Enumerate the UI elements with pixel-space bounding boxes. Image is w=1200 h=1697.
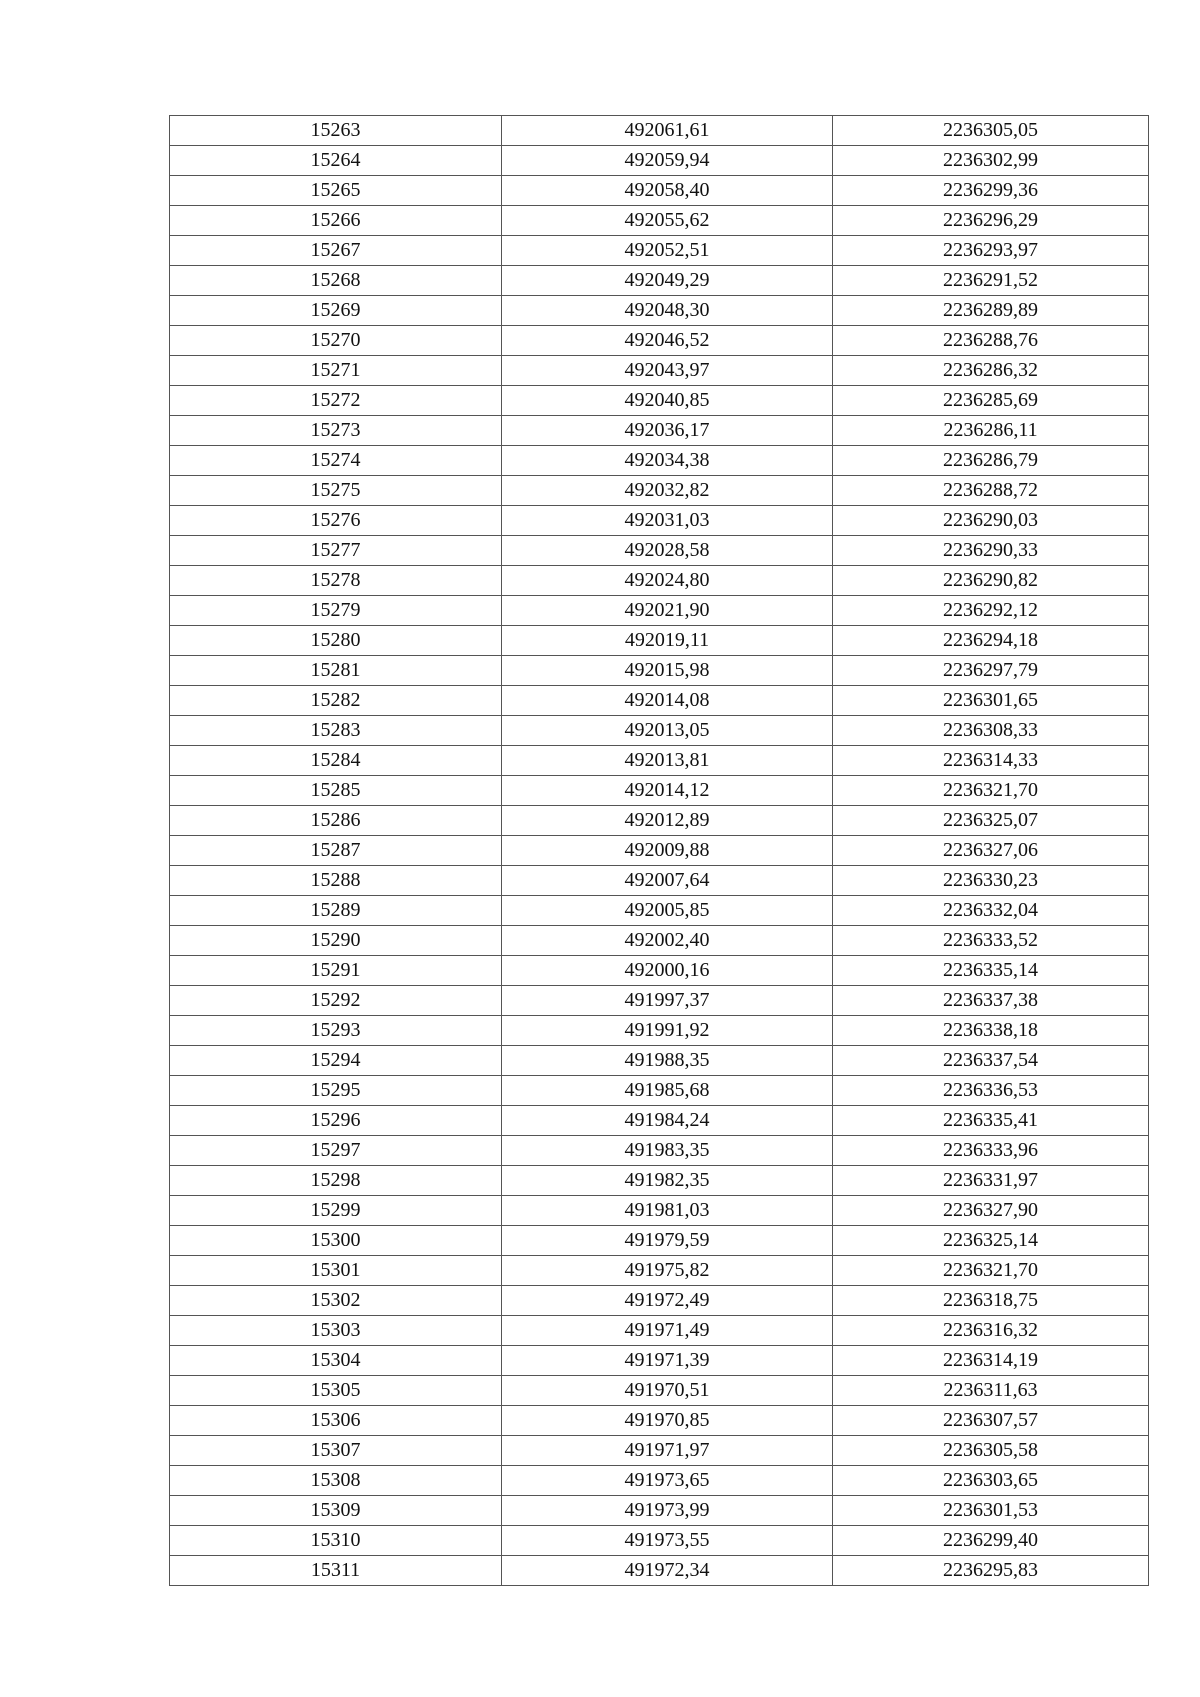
y-coordinate-cell: 2236318,75 xyxy=(833,1286,1149,1316)
point-number-cell: 15290 xyxy=(170,926,502,956)
x-coordinate-cell: 492013,05 xyxy=(502,716,833,746)
x-coordinate-cell: 492015,98 xyxy=(502,656,833,686)
x-coordinate-cell: 492049,29 xyxy=(502,266,833,296)
point-number-cell: 15295 xyxy=(170,1076,502,1106)
point-number-cell: 15291 xyxy=(170,956,502,986)
y-coordinate-cell: 2236286,32 xyxy=(833,356,1149,386)
y-coordinate-cell: 2236305,05 xyxy=(833,116,1149,146)
table-row xyxy=(170,896,1149,926)
y-coordinate-cell: 2236290,33 xyxy=(833,536,1149,566)
y-coordinate-cell: 2236330,23 xyxy=(833,866,1149,896)
y-coordinate-cell: 2236289,89 xyxy=(833,296,1149,326)
table-row xyxy=(170,1076,1149,1106)
x-coordinate-cell: 491970,51 xyxy=(502,1376,833,1406)
x-coordinate-cell: 491997,37 xyxy=(502,986,833,1016)
x-coordinate-cell: 492019,11 xyxy=(502,626,833,656)
x-coordinate-cell: 492061,61 xyxy=(502,116,833,146)
x-coordinate-cell: 492013,81 xyxy=(502,746,833,776)
y-coordinate-cell: 2236314,19 xyxy=(833,1346,1149,1376)
table-row xyxy=(170,1466,1149,1496)
y-coordinate-cell: 2236336,53 xyxy=(833,1076,1149,1106)
point-number-cell: 15267 xyxy=(170,236,502,266)
y-coordinate-cell: 2236292,12 xyxy=(833,596,1149,626)
table-row xyxy=(170,146,1149,176)
x-coordinate-cell: 491973,99 xyxy=(502,1496,833,1526)
point-number-cell: 15283 xyxy=(170,716,502,746)
y-coordinate-cell: 2236335,14 xyxy=(833,956,1149,986)
x-coordinate-cell: 491981,03 xyxy=(502,1196,833,1226)
point-number-cell: 15299 xyxy=(170,1196,502,1226)
coordinates-table xyxy=(169,115,1149,1586)
point-number-cell: 15284 xyxy=(170,746,502,776)
point-number-cell: 15302 xyxy=(170,1286,502,1316)
y-coordinate-cell: 2236325,14 xyxy=(833,1226,1149,1256)
point-number-cell: 15298 xyxy=(170,1166,502,1196)
y-coordinate-cell: 2236303,65 xyxy=(833,1466,1149,1496)
y-coordinate-cell: 2236305,58 xyxy=(833,1436,1149,1466)
point-number-cell: 15278 xyxy=(170,566,502,596)
x-coordinate-cell: 491970,85 xyxy=(502,1406,833,1436)
x-coordinate-cell: 491972,34 xyxy=(502,1556,833,1586)
table-row xyxy=(170,236,1149,266)
y-coordinate-cell: 2236337,54 xyxy=(833,1046,1149,1076)
x-coordinate-cell: 492052,51 xyxy=(502,236,833,266)
point-number-cell: 15292 xyxy=(170,986,502,1016)
point-number-cell: 15272 xyxy=(170,386,502,416)
table-row xyxy=(170,416,1149,446)
point-number-cell: 15305 xyxy=(170,1376,502,1406)
table-row xyxy=(170,176,1149,206)
x-coordinate-cell: 491988,35 xyxy=(502,1046,833,1076)
table-row xyxy=(170,506,1149,536)
y-coordinate-cell: 2236327,90 xyxy=(833,1196,1149,1226)
x-coordinate-cell: 492028,58 xyxy=(502,536,833,566)
table-row xyxy=(170,1376,1149,1406)
table-row xyxy=(170,1016,1149,1046)
point-number-cell: 15289 xyxy=(170,896,502,926)
point-number-cell: 15304 xyxy=(170,1346,502,1376)
table-row xyxy=(170,1226,1149,1256)
point-number-cell: 15306 xyxy=(170,1406,502,1436)
x-coordinate-cell: 492046,52 xyxy=(502,326,833,356)
table-row xyxy=(170,656,1149,686)
table-row xyxy=(170,986,1149,1016)
x-coordinate-cell: 492021,90 xyxy=(502,596,833,626)
point-number-cell: 15279 xyxy=(170,596,502,626)
point-number-cell: 15264 xyxy=(170,146,502,176)
table-row xyxy=(170,1526,1149,1556)
point-number-cell: 15297 xyxy=(170,1136,502,1166)
table-row xyxy=(170,266,1149,296)
point-number-cell: 15310 xyxy=(170,1526,502,1556)
x-coordinate-cell: 491979,59 xyxy=(502,1226,833,1256)
table-row xyxy=(170,1436,1149,1466)
point-number-cell: 15269 xyxy=(170,296,502,326)
x-coordinate-cell: 492024,80 xyxy=(502,566,833,596)
point-number-cell: 15307 xyxy=(170,1436,502,1466)
table-row xyxy=(170,326,1149,356)
y-coordinate-cell: 2236291,52 xyxy=(833,266,1149,296)
x-coordinate-cell: 491991,92 xyxy=(502,1016,833,1046)
table-row xyxy=(170,956,1149,986)
table-row xyxy=(170,596,1149,626)
point-number-cell: 15282 xyxy=(170,686,502,716)
table-row xyxy=(170,1136,1149,1166)
table-row xyxy=(170,1106,1149,1136)
point-number-cell: 15270 xyxy=(170,326,502,356)
x-coordinate-cell: 492031,03 xyxy=(502,506,833,536)
table-row xyxy=(170,1406,1149,1436)
y-coordinate-cell: 2236296,29 xyxy=(833,206,1149,236)
x-coordinate-cell: 491984,24 xyxy=(502,1106,833,1136)
point-number-cell: 15300 xyxy=(170,1226,502,1256)
y-coordinate-cell: 2236335,41 xyxy=(833,1106,1149,1136)
table-row xyxy=(170,116,1149,146)
table-row xyxy=(170,866,1149,896)
x-coordinate-cell: 492014,12 xyxy=(502,776,833,806)
y-coordinate-cell: 2236316,32 xyxy=(833,1316,1149,1346)
point-number-cell: 15277 xyxy=(170,536,502,566)
x-coordinate-cell: 491983,35 xyxy=(502,1136,833,1166)
y-coordinate-cell: 2236307,57 xyxy=(833,1406,1149,1436)
table-row xyxy=(170,1496,1149,1526)
y-coordinate-cell: 2236333,52 xyxy=(833,926,1149,956)
table-row xyxy=(170,926,1149,956)
table-row xyxy=(170,566,1149,596)
y-coordinate-cell: 2236302,99 xyxy=(833,146,1149,176)
y-coordinate-cell: 2236290,82 xyxy=(833,566,1149,596)
point-number-cell: 15273 xyxy=(170,416,502,446)
point-number-cell: 15285 xyxy=(170,776,502,806)
table-row xyxy=(170,1316,1149,1346)
table-row xyxy=(170,476,1149,506)
table-row xyxy=(170,836,1149,866)
x-coordinate-cell: 492000,16 xyxy=(502,956,833,986)
table-row xyxy=(170,1256,1149,1286)
y-coordinate-cell: 2236337,38 xyxy=(833,986,1149,1016)
y-coordinate-cell: 2236321,70 xyxy=(833,776,1149,806)
y-coordinate-cell: 2236314,33 xyxy=(833,746,1149,776)
table-row xyxy=(170,1556,1149,1586)
point-number-cell: 15268 xyxy=(170,266,502,296)
table-row xyxy=(170,1286,1149,1316)
table-row xyxy=(170,1346,1149,1376)
point-number-cell: 15265 xyxy=(170,176,502,206)
x-coordinate-cell: 491975,82 xyxy=(502,1256,833,1286)
y-coordinate-cell: 2236327,06 xyxy=(833,836,1149,866)
x-coordinate-cell: 492040,85 xyxy=(502,386,833,416)
x-coordinate-cell: 491973,55 xyxy=(502,1526,833,1556)
x-coordinate-cell: 492059,94 xyxy=(502,146,833,176)
table-row xyxy=(170,806,1149,836)
x-coordinate-cell: 492058,40 xyxy=(502,176,833,206)
y-coordinate-cell: 2236293,97 xyxy=(833,236,1149,266)
point-number-cell: 15301 xyxy=(170,1256,502,1286)
y-coordinate-cell: 2236285,69 xyxy=(833,386,1149,416)
point-number-cell: 15276 xyxy=(170,506,502,536)
table-row xyxy=(170,386,1149,416)
x-coordinate-cell: 491985,68 xyxy=(502,1076,833,1106)
point-number-cell: 15296 xyxy=(170,1106,502,1136)
x-coordinate-cell: 491982,35 xyxy=(502,1166,833,1196)
x-coordinate-cell: 492005,85 xyxy=(502,896,833,926)
x-coordinate-cell: 492009,88 xyxy=(502,836,833,866)
table-row xyxy=(170,1046,1149,1076)
x-coordinate-cell: 492012,89 xyxy=(502,806,833,836)
x-coordinate-cell: 492055,62 xyxy=(502,206,833,236)
y-coordinate-cell: 2236288,76 xyxy=(833,326,1149,356)
y-coordinate-cell: 2236286,79 xyxy=(833,446,1149,476)
point-number-cell: 15280 xyxy=(170,626,502,656)
y-coordinate-cell: 2236321,70 xyxy=(833,1256,1149,1286)
table-row xyxy=(170,686,1149,716)
coordinates-table-body xyxy=(170,116,1149,1586)
point-number-cell: 15275 xyxy=(170,476,502,506)
table-row xyxy=(170,536,1149,566)
y-coordinate-cell: 2236308,33 xyxy=(833,716,1149,746)
y-coordinate-cell: 2236332,04 xyxy=(833,896,1149,926)
table-row xyxy=(170,746,1149,776)
y-coordinate-cell: 2236286,11 xyxy=(833,416,1149,446)
x-coordinate-cell: 491971,39 xyxy=(502,1346,833,1376)
point-number-cell: 15271 xyxy=(170,356,502,386)
point-number-cell: 15311 xyxy=(170,1556,502,1586)
point-number-cell: 15286 xyxy=(170,806,502,836)
y-coordinate-cell: 2236325,07 xyxy=(833,806,1149,836)
x-coordinate-cell: 492032,82 xyxy=(502,476,833,506)
point-number-cell: 15294 xyxy=(170,1046,502,1076)
table-row xyxy=(170,206,1149,236)
table-row xyxy=(170,1196,1149,1226)
table-row xyxy=(170,626,1149,656)
point-number-cell: 15274 xyxy=(170,446,502,476)
y-coordinate-cell: 2236301,65 xyxy=(833,686,1149,716)
x-coordinate-cell: 492036,17 xyxy=(502,416,833,446)
y-coordinate-cell: 2236295,83 xyxy=(833,1556,1149,1586)
y-coordinate-cell: 2236331,97 xyxy=(833,1166,1149,1196)
x-coordinate-cell: 491971,49 xyxy=(502,1316,833,1346)
table-row xyxy=(170,296,1149,326)
point-number-cell: 15263 xyxy=(170,116,502,146)
x-coordinate-cell: 491972,49 xyxy=(502,1286,833,1316)
y-coordinate-cell: 2236288,72 xyxy=(833,476,1149,506)
x-coordinate-cell: 492014,08 xyxy=(502,686,833,716)
table-row xyxy=(170,446,1149,476)
point-number-cell: 15308 xyxy=(170,1466,502,1496)
y-coordinate-cell: 2236338,18 xyxy=(833,1016,1149,1046)
table-row xyxy=(170,356,1149,386)
table-row xyxy=(170,776,1149,806)
x-coordinate-cell: 492048,30 xyxy=(502,296,833,326)
point-number-cell: 15303 xyxy=(170,1316,502,1346)
x-coordinate-cell: 491971,97 xyxy=(502,1436,833,1466)
y-coordinate-cell: 2236333,96 xyxy=(833,1136,1149,1166)
point-number-cell: 15287 xyxy=(170,836,502,866)
point-number-cell: 15281 xyxy=(170,656,502,686)
x-coordinate-cell: 492034,38 xyxy=(502,446,833,476)
point-number-cell: 15266 xyxy=(170,206,502,236)
table-row xyxy=(170,1166,1149,1196)
y-coordinate-cell: 2236299,36 xyxy=(833,176,1149,206)
table-row xyxy=(170,716,1149,746)
point-number-cell: 15309 xyxy=(170,1496,502,1526)
x-coordinate-cell: 492007,64 xyxy=(502,866,833,896)
point-number-cell: 15288 xyxy=(170,866,502,896)
y-coordinate-cell: 2236297,79 xyxy=(833,656,1149,686)
point-number-cell: 15293 xyxy=(170,1016,502,1046)
y-coordinate-cell: 2236294,18 xyxy=(833,626,1149,656)
y-coordinate-cell: 2236299,40 xyxy=(833,1526,1149,1556)
x-coordinate-cell: 492043,97 xyxy=(502,356,833,386)
y-coordinate-cell: 2236290,03 xyxy=(833,506,1149,536)
x-coordinate-cell: 491973,65 xyxy=(502,1466,833,1496)
y-coordinate-cell: 2236311,63 xyxy=(833,1376,1149,1406)
x-coordinate-cell: 492002,40 xyxy=(502,926,833,956)
y-coordinate-cell: 2236301,53 xyxy=(833,1496,1149,1526)
